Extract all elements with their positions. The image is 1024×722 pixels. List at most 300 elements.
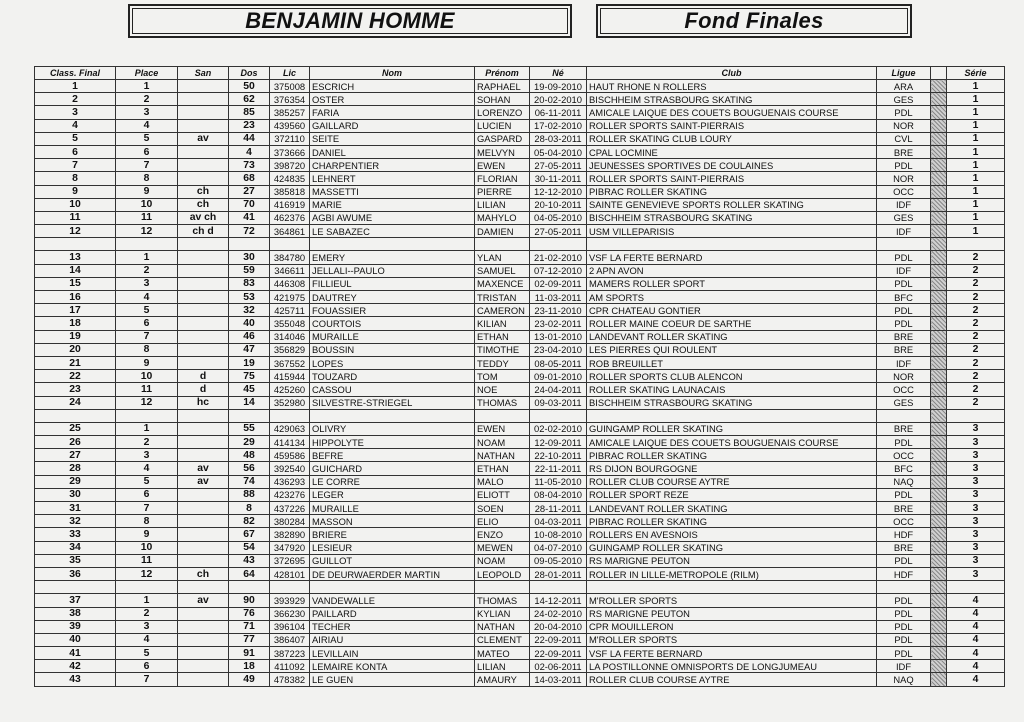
table-row (35, 251, 1005, 264)
cell-prenom: GASPARD (475, 132, 530, 145)
cell-club: PIBRAC ROLLER SKATING (587, 185, 877, 198)
cell-class-final (35, 409, 116, 422)
cell-ligue: PDL (877, 594, 931, 607)
cell-hatch (931, 594, 947, 607)
cell-nom: BEFRE (310, 449, 475, 462)
cell-hatch (931, 488, 947, 501)
cell-club: RS MARIGNE PEUTON (587, 607, 877, 620)
cell-dos (229, 409, 270, 422)
cell-dos: 70 (229, 198, 270, 211)
cell-prenom: LUCIEN (475, 119, 530, 132)
cell-place: 2 (116, 264, 178, 277)
cell-place: 11 (116, 554, 178, 567)
cell-lic: 392540 (270, 462, 310, 475)
cell-prenom: EWEN (475, 159, 530, 172)
cell-san (178, 238, 229, 251)
cell-prenom: NATHAN (475, 449, 530, 462)
cell-lic: 382890 (270, 528, 310, 541)
cell-serie: 3 (947, 462, 1005, 475)
cell-lic: 423276 (270, 488, 310, 501)
cell-san (178, 515, 229, 528)
table-row (35, 159, 1005, 172)
cell-ne: 04-03-2011 (530, 515, 587, 528)
cell-hatch (931, 567, 947, 580)
separator-row (35, 581, 1005, 594)
cell-hatch (931, 264, 947, 277)
cell-san (178, 343, 229, 356)
cell-dos: 50 (229, 80, 270, 93)
cell-club: PIBRAC ROLLER SKATING (587, 449, 877, 462)
cell-serie: 3 (947, 436, 1005, 449)
cell-prenom: LILIAN (475, 660, 530, 673)
cell-place: 10 (116, 198, 178, 211)
cell-hatch (931, 633, 947, 646)
cell-dos: 64 (229, 567, 270, 580)
cell-ne: 07-12-2010 (530, 264, 587, 277)
cell-prenom: TRISTAN (475, 291, 530, 304)
cell-san (178, 304, 229, 317)
cell-prenom (475, 581, 530, 594)
table-row (35, 673, 1005, 686)
cell-prenom: ENZO (475, 528, 530, 541)
cell-club: M'ROLLER SPORTS (587, 594, 877, 607)
cell-san (178, 277, 229, 290)
cell-ne: 21-02-2010 (530, 251, 587, 264)
cell-prenom: MAHYLO (475, 211, 530, 224)
table-row (35, 449, 1005, 462)
cell-nom: ESCRICH (310, 80, 475, 93)
cell-prenom: NOAM (475, 436, 530, 449)
table-row (35, 356, 1005, 369)
cell-club (587, 238, 877, 251)
cell-ligue: NOR (877, 370, 931, 383)
cell-class-final: 3 (35, 106, 116, 119)
cell-nom: VANDEWALLE (310, 594, 475, 607)
cell-club: CPR CHATEAU GONTIER (587, 304, 877, 317)
header-ne: Né (530, 67, 587, 80)
cell-san: ch (178, 185, 229, 198)
cell-prenom: YLAN (475, 251, 530, 264)
cell-class-final: 38 (35, 607, 116, 620)
cell-club: HAUT RHONE N ROLLERS (587, 80, 877, 93)
cell-ne: 30-11-2011 (530, 172, 587, 185)
cell-class-final: 15 (35, 277, 116, 290)
cell-prenom: FLORIAN (475, 172, 530, 185)
cell-nom: FILLIEUL (310, 277, 475, 290)
header-san: San (178, 67, 229, 80)
cell-hatch (931, 396, 947, 409)
cell-nom: LEMAIRE KONTA (310, 660, 475, 673)
cell-place (116, 409, 178, 422)
cell-serie: 1 (947, 211, 1005, 224)
cell-place: 4 (116, 291, 178, 304)
table-row (35, 462, 1005, 475)
cell-dos: 77 (229, 633, 270, 646)
cell-hatch (931, 647, 947, 660)
cell-club: ROLLER SPORTS SAINT-PIERRAIS (587, 172, 877, 185)
cell-ne: 12-12-2010 (530, 185, 587, 198)
cell-place: 11 (116, 211, 178, 224)
cell-lic: 385257 (270, 106, 310, 119)
cell-nom: MASSETTI (310, 185, 475, 198)
cell-ligue: GES (877, 211, 931, 224)
cell-san (178, 581, 229, 594)
header-prenom: Prénom (475, 67, 530, 80)
table-row (35, 198, 1005, 211)
cell-hatch (931, 185, 947, 198)
cell-place: 1 (116, 251, 178, 264)
cell-club: RS DIJON BOURGOGNE (587, 462, 877, 475)
cell-class-final: 14 (35, 264, 116, 277)
cell-lic: 376354 (270, 93, 310, 106)
cell-dos (229, 238, 270, 251)
cell-club: LES PIERRES QUI ROULENT (587, 343, 877, 356)
cell-prenom: PIERRE (475, 185, 530, 198)
cell-san: ch d (178, 225, 229, 238)
cell-place: 4 (116, 633, 178, 646)
cell-nom: LE SABAZEC (310, 225, 475, 238)
cell-club: ROLLER SKATING LAUNACAIS (587, 383, 877, 396)
cell-ligue: BRE (877, 330, 931, 343)
cell-hatch (931, 172, 947, 185)
cell-lic: 459586 (270, 449, 310, 462)
cell-lic: 398720 (270, 159, 310, 172)
cell-class-final: 26 (35, 436, 116, 449)
cell-ne: 09-05-2010 (530, 554, 587, 567)
cell-ne: 23-04-2010 (530, 343, 587, 356)
cell-serie: 4 (947, 633, 1005, 646)
cell-ne: 24-04-2011 (530, 383, 587, 396)
cell-san (178, 449, 229, 462)
cell-place: 9 (116, 528, 178, 541)
cell-serie: 4 (947, 607, 1005, 620)
cell-dos: 56 (229, 462, 270, 475)
cell-ne: 28-01-2011 (530, 567, 587, 580)
cell-serie: 3 (947, 528, 1005, 541)
cell-nom: MURAILLE (310, 330, 475, 343)
cell-class-final: 22 (35, 370, 116, 383)
cell-place: 2 (116, 93, 178, 106)
cell-serie: 2 (947, 356, 1005, 369)
cell-lic: 421975 (270, 291, 310, 304)
table-row (35, 132, 1005, 145)
cell-place: 5 (116, 647, 178, 660)
table-row (35, 172, 1005, 185)
cell-serie: 1 (947, 106, 1005, 119)
cell-prenom: SOEN (475, 502, 530, 515)
cell-dos: 55 (229, 422, 270, 435)
cell-serie: 1 (947, 185, 1005, 198)
cell-ne: 23-11-2010 (530, 304, 587, 317)
cell-lic: 429063 (270, 422, 310, 435)
cell-dos: 75 (229, 370, 270, 383)
cell-san: av (178, 462, 229, 475)
cell-dos: 46 (229, 330, 270, 343)
cell-hatch (931, 317, 947, 330)
cell-lic: 436293 (270, 475, 310, 488)
cell-hatch (931, 277, 947, 290)
cell-class-final: 19 (35, 330, 116, 343)
cell-club: ROLLER CLUB COURSE AYTRE (587, 475, 877, 488)
table-row (35, 225, 1005, 238)
cell-dos: 90 (229, 594, 270, 607)
cell-serie: 2 (947, 291, 1005, 304)
header-ligue: Ligue (877, 67, 931, 80)
table-row (35, 594, 1005, 607)
cell-ne: 27-05-2011 (530, 159, 587, 172)
cell-hatch (931, 541, 947, 554)
cell-dos: 91 (229, 647, 270, 660)
cell-place: 8 (116, 343, 178, 356)
table-header-row (35, 67, 1005, 80)
cell-nom: AIRIAU (310, 633, 475, 646)
cell-dos: 41 (229, 211, 270, 224)
header-class-final: Class. Final (35, 67, 116, 80)
cell-lic: 364861 (270, 225, 310, 238)
cell-hatch (931, 238, 947, 251)
cell-hatch (931, 356, 947, 369)
cell-serie: 2 (947, 277, 1005, 290)
cell-place: 7 (116, 673, 178, 686)
cell-san: d (178, 383, 229, 396)
cell-hatch (931, 119, 947, 132)
cell-club: AM SPORTS (587, 291, 877, 304)
cell-dos: 32 (229, 304, 270, 317)
cell-prenom: NOAM (475, 554, 530, 567)
cell-hatch (931, 660, 947, 673)
cell-prenom (475, 238, 530, 251)
cell-class-final: 24 (35, 396, 116, 409)
cell-san: hc (178, 396, 229, 409)
cell-nom: MURAILLE (310, 502, 475, 515)
cell-prenom: CAMERON (475, 304, 530, 317)
cell-nom: LEGER (310, 488, 475, 501)
header-serie: Série (947, 67, 1005, 80)
cell-san: ch (178, 567, 229, 580)
cell-serie: 2 (947, 304, 1005, 317)
cell-ne: 08-04-2010 (530, 488, 587, 501)
cell-serie: 4 (947, 647, 1005, 660)
cell-class-final: 5 (35, 132, 116, 145)
cell-ne: 22-11-2011 (530, 462, 587, 475)
cell-dos: 83 (229, 277, 270, 290)
cell-place: 11 (116, 383, 178, 396)
cell-prenom: NOE (475, 383, 530, 396)
cell-serie: 3 (947, 541, 1005, 554)
cell-lic: 355048 (270, 317, 310, 330)
cell-class-final: 7 (35, 159, 116, 172)
cell-prenom: THOMAS (475, 396, 530, 409)
cell-place: 1 (116, 422, 178, 435)
cell-ligue: IDF (877, 264, 931, 277)
cell-ligue: BRE (877, 541, 931, 554)
category-title: BENJAMIN HOMME (128, 4, 572, 38)
cell-lic: 347920 (270, 541, 310, 554)
cell-hatch (931, 225, 947, 238)
header-lic: Lic (270, 67, 310, 80)
cell-dos: 48 (229, 449, 270, 462)
cell-san: av ch (178, 211, 229, 224)
cell-lic: 425711 (270, 304, 310, 317)
cell-club: ROLLER IN LILLE-METROPOLE (RILM) (587, 567, 877, 580)
table-row (35, 502, 1005, 515)
cell-hatch (931, 132, 947, 145)
cell-lic: 478382 (270, 673, 310, 686)
cell-hatch (931, 211, 947, 224)
cell-prenom: THOMAS (475, 594, 530, 607)
cell-prenom: TOM (475, 370, 530, 383)
cell-serie (947, 409, 1005, 422)
cell-san (178, 291, 229, 304)
cell-ne: 17-02-2010 (530, 119, 587, 132)
cell-san (178, 251, 229, 264)
cell-lic: 393929 (270, 594, 310, 607)
cell-ligue: PDL (877, 647, 931, 660)
cell-hatch (931, 554, 947, 567)
cell-dos: 27 (229, 185, 270, 198)
cell-san (178, 436, 229, 449)
cell-place: 10 (116, 541, 178, 554)
cell-hatch (931, 304, 947, 317)
cell-class-final: 39 (35, 620, 116, 633)
cell-ligue: GES (877, 396, 931, 409)
table-row (35, 370, 1005, 383)
cell-san (178, 422, 229, 435)
cell-serie: 2 (947, 251, 1005, 264)
cell-san (178, 488, 229, 501)
cell-ne: 08-05-2011 (530, 356, 587, 369)
cell-serie: 1 (947, 145, 1005, 158)
cell-hatch (931, 343, 947, 356)
cell-dos: 19 (229, 356, 270, 369)
cell-ne: 22-09-2011 (530, 647, 587, 660)
cell-hatch (931, 422, 947, 435)
cell-prenom: KYLIAN (475, 607, 530, 620)
results-table (34, 66, 1005, 687)
cell-dos: 14 (229, 396, 270, 409)
cell-ne: 09-03-2011 (530, 396, 587, 409)
cell-nom: FARIA (310, 106, 475, 119)
cell-lic: 372695 (270, 554, 310, 567)
cell-hatch (931, 93, 947, 106)
cell-lic: 416919 (270, 198, 310, 211)
cell-nom: TECHER (310, 620, 475, 633)
cell-lic: 367552 (270, 356, 310, 369)
cell-class-final: 11 (35, 211, 116, 224)
cell-ligue: BRE (877, 145, 931, 158)
cell-ligue: PDL (877, 488, 931, 501)
cell-ne: 04-07-2010 (530, 541, 587, 554)
cell-place: 2 (116, 436, 178, 449)
cell-dos: 43 (229, 554, 270, 567)
cell-serie: 1 (947, 198, 1005, 211)
cell-serie: 1 (947, 225, 1005, 238)
cell-prenom: SAMUEL (475, 264, 530, 277)
cell-place: 8 (116, 515, 178, 528)
cell-lic: 411092 (270, 660, 310, 673)
cell-class-final: 12 (35, 225, 116, 238)
cell-place: 5 (116, 475, 178, 488)
cell-san (178, 409, 229, 422)
cell-serie: 1 (947, 80, 1005, 93)
cell-san (178, 647, 229, 660)
cell-lic: 366230 (270, 607, 310, 620)
table-row (35, 291, 1005, 304)
cell-lic: 396104 (270, 620, 310, 633)
cell-nom (310, 581, 475, 594)
cell-lic: 439560 (270, 119, 310, 132)
cell-prenom: MAXENCE (475, 277, 530, 290)
cell-class-final: 10 (35, 198, 116, 211)
cell-san (178, 633, 229, 646)
cell-nom: LOPES (310, 356, 475, 369)
cell-nom: OSTER (310, 93, 475, 106)
cell-ne: 28-11-2011 (530, 502, 587, 515)
cell-nom: SEITE (310, 132, 475, 145)
cell-hatch (931, 581, 947, 594)
cell-place: 5 (116, 132, 178, 145)
cell-ligue: OCC (877, 515, 931, 528)
cell-hatch (931, 607, 947, 620)
cell-dos: 49 (229, 673, 270, 686)
cell-ne: 22-09-2011 (530, 633, 587, 646)
header-hatch (931, 67, 947, 80)
cell-lic: 356829 (270, 343, 310, 356)
cell-dos: 68 (229, 172, 270, 185)
table-row (35, 647, 1005, 660)
cell-ligue: IDF (877, 356, 931, 369)
cell-place: 5 (116, 304, 178, 317)
table-row (35, 620, 1005, 633)
cell-nom: FOUASSIER (310, 304, 475, 317)
cell-club: VSF LA FERTE BERNARD (587, 647, 877, 660)
cell-ligue: GES (877, 93, 931, 106)
cell-class-final: 29 (35, 475, 116, 488)
cell-dos: 53 (229, 291, 270, 304)
cell-ligue: PDL (877, 620, 931, 633)
cell-ne: 06-11-2011 (530, 106, 587, 119)
cell-prenom: ETHAN (475, 462, 530, 475)
cell-club: BISCHHEIM STRASBOURG SKATING (587, 211, 877, 224)
cell-club: ROLLER MAINE COEUR DE SARTHE (587, 317, 877, 330)
cell-hatch (931, 159, 947, 172)
cell-lic: 462376 (270, 211, 310, 224)
cell-ne: 14-12-2011 (530, 594, 587, 607)
cell-ne: 09-01-2010 (530, 370, 587, 383)
cell-hatch (931, 528, 947, 541)
cell-dos: 74 (229, 475, 270, 488)
cell-serie: 3 (947, 554, 1005, 567)
cell-place (116, 581, 178, 594)
cell-dos (229, 581, 270, 594)
cell-lic: 314046 (270, 330, 310, 343)
cell-prenom: CLEMENT (475, 633, 530, 646)
cell-class-final: 35 (35, 554, 116, 567)
cell-nom: DAUTREY (310, 291, 475, 304)
cell-prenom: RAPHAEL (475, 80, 530, 93)
cell-ligue (877, 581, 931, 594)
cell-lic (270, 409, 310, 422)
cell-lic: 437226 (270, 502, 310, 515)
cell-dos: 45 (229, 383, 270, 396)
cell-ne: 22-10-2011 (530, 449, 587, 462)
cell-san (178, 673, 229, 686)
cell-ligue: NAQ (877, 475, 931, 488)
cell-hatch (931, 436, 947, 449)
cell-serie: 1 (947, 93, 1005, 106)
cell-class-final: 27 (35, 449, 116, 462)
cell-club: MAMERS ROLLER SPORT (587, 277, 877, 290)
